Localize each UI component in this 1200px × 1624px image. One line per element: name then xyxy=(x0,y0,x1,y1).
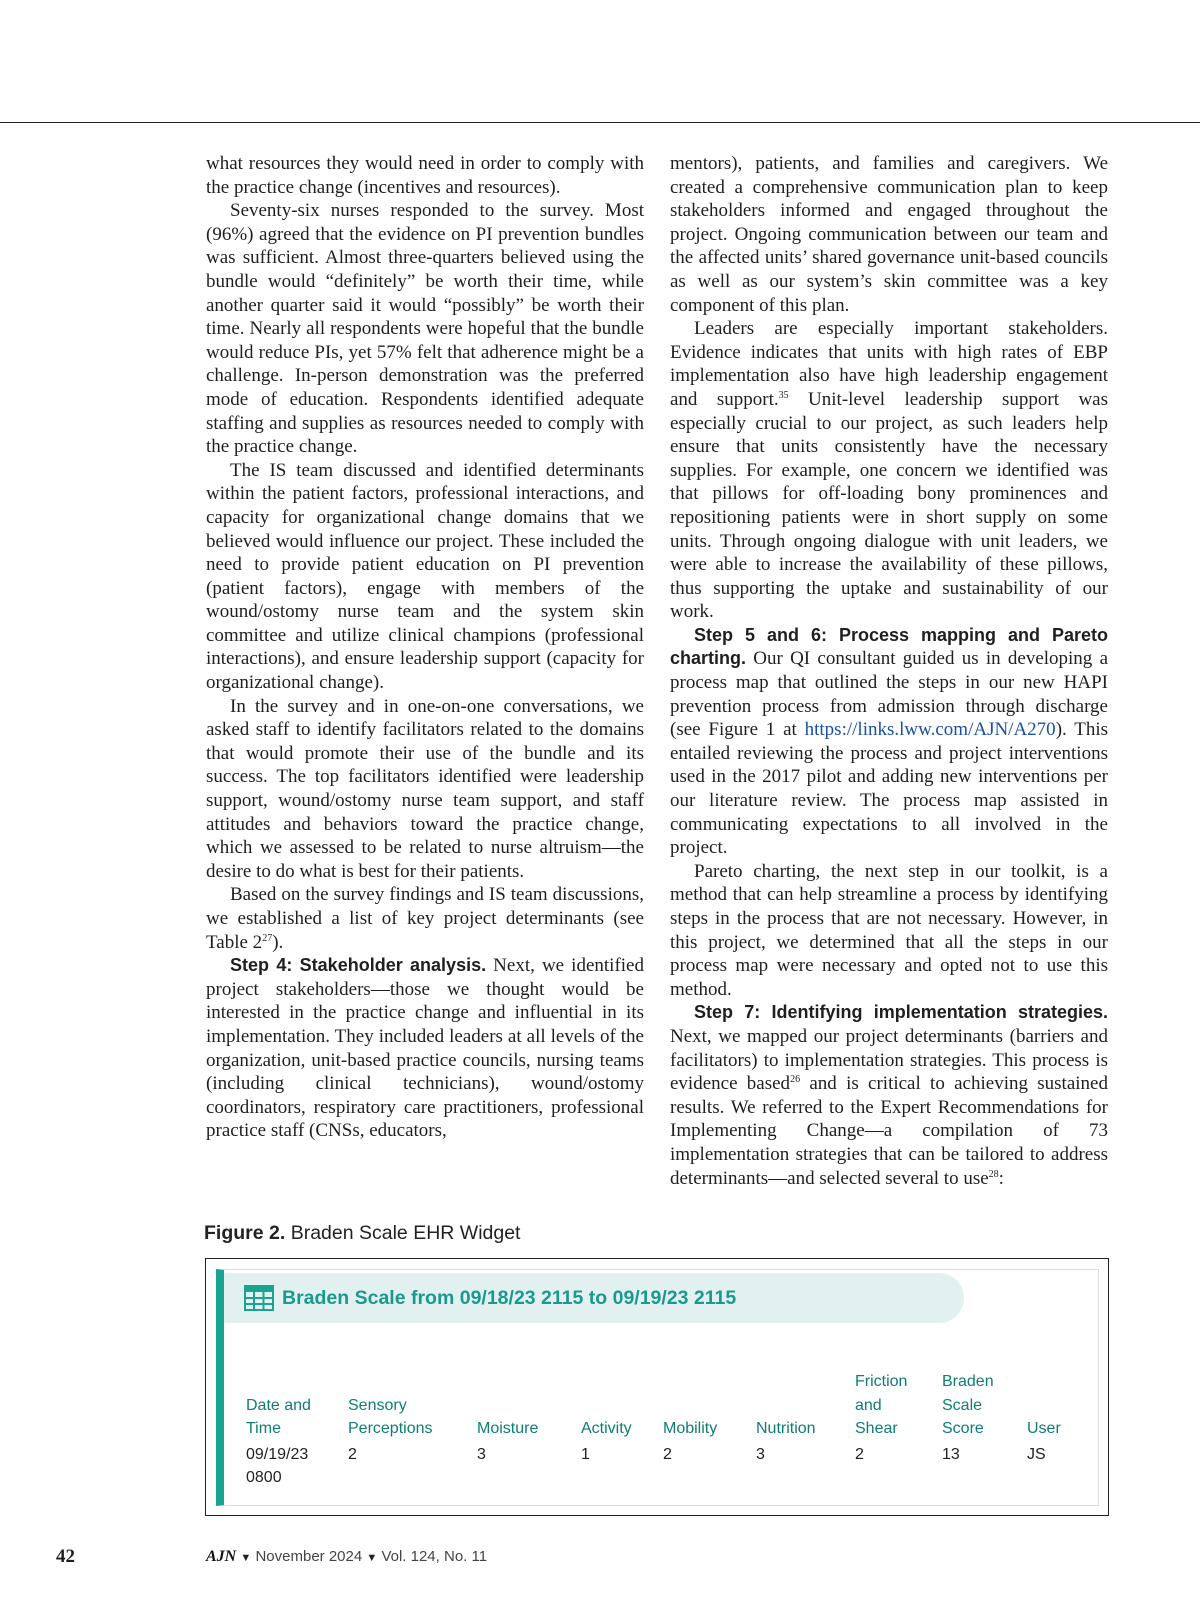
figure-link[interactable]: https://links.lww.com/AJN/A270 xyxy=(804,719,1056,741)
paragraph xyxy=(206,954,644,1143)
paragraph-text: Leaders are especially important stakeholders. Evidence indicates that units with high rates of EBP implementation also have high leadership engagement and support. xyxy=(670,318,1108,410)
paragraph xyxy=(670,1001,1108,1190)
table-cell: JS xyxy=(1027,1445,1046,1463)
issue-date: November 2024 xyxy=(255,1548,363,1565)
table-cell: 13 xyxy=(942,1445,960,1463)
paragraph-text: Based on the survey findings and IS team discussions, we established a list of key project determinants (see Table 2 xyxy=(206,884,644,953)
paragraph-text: ). xyxy=(272,931,284,953)
column-header: Sensory Perceptions xyxy=(348,1396,433,1437)
column-header: Activity xyxy=(581,1420,632,1437)
citation-ref: 28 xyxy=(988,1168,999,1180)
table-header-row xyxy=(246,1370,1087,1441)
paragraph-text: Unit-level leadership support was especially crucial to our project, as such leaders help ensure that units consistently have the necessary supplies. For example, one concern we identified was that pillows for off-loading bony prominences and repositioning patients were in short supply on some units. Through ongoing dialogue with unit leaders, we were able to increase the availability of these pillows, thus supporting the uptake and sustainability of our work. xyxy=(670,388,1109,623)
column-header: Nutrition xyxy=(756,1420,816,1437)
paragraph-text: Next, we identified project stakeholders—those we thought would be interested in the practice change and influential in its implementation. They included leaders at all levels of the organization, unit-based practice councils, nursing teams (including clinical technicians), wound/ostomy coordinators, respiratory care practitioners, professional practice staff (CNSs, educators, xyxy=(206,955,644,1142)
column-header: User xyxy=(1027,1420,1061,1437)
table-cell: 2 xyxy=(663,1445,672,1463)
paragraph: Pareto charting, the next step in our toolkit, is a method that can help streamline a process by identifying steps in the process that are not necessary. However, in this project, we determined that all the steps in our process map were necessary and opted not to use this method. xyxy=(670,860,1108,1000)
citation-ref: 26 xyxy=(790,1074,801,1086)
right-column xyxy=(670,152,1108,1190)
paragraph-text: ). This entailed reviewing the process and project interventions used in the 2017 pilot and adding new interventions per our literature review. The process map assisted in communicating expectations to all involved in the project. xyxy=(670,719,1109,859)
table-cell: 3 xyxy=(477,1445,486,1463)
section-heading: Step 4: Stakeholder analysis. xyxy=(230,955,487,976)
table-cell: 2 xyxy=(348,1445,357,1463)
paragraph-text: Our QI consultant guided us in developing a process map that outlined the steps in our new HAPI prevention process from admission through discharge (see Figure 1 at xyxy=(670,648,1108,741)
journal-info xyxy=(206,1548,487,1566)
volume-info: Vol. 124, No. 11 xyxy=(381,1548,488,1565)
paragraph-text: and is critical to achieving sustained results. We referred to the Expert Recommendations for Implementing Change—a compilation of 73 implementation strategies that can be tailored to address determinants—and selected several to use xyxy=(670,1073,1108,1189)
paragraph: what resources they would need in order to comply with the practice change (incentives and resources). xyxy=(206,153,644,198)
figure-frame xyxy=(205,1258,1109,1516)
page-number: 42 xyxy=(56,1546,75,1567)
braden-widget xyxy=(216,1269,1099,1506)
braden-table xyxy=(246,1370,1087,1490)
table-row xyxy=(246,1441,1087,1490)
figure-label: Figure 2. xyxy=(204,1222,286,1244)
widget-header xyxy=(224,1273,964,1323)
table-grid-icon xyxy=(244,1285,274,1311)
journal-name: AJN xyxy=(206,1548,237,1565)
widget-title: Braden Scale from 09/18/23 2115 to 09/19/23 2115 xyxy=(282,1286,737,1309)
paragraph: Seventy-six nurses responded to the survey. Most (96%) agreed that the evidence on PI prevention bundles was sufficient. Almost three-quarters believed using the bundle would “definitely” be worth their time, while another quarter said it would “possibly” be worth their time. Nearly all respondents were hopeful that the bundle would reduce PIs, yet 57% felt that adherence might be a challenge. In-person demonstration was the preferred mode of education. Respondents identified adequate staffing and supplies as resources needed to comply with the practice change. xyxy=(206,200,644,458)
header-rule xyxy=(0,122,1200,123)
column-header: Braden Scale Score xyxy=(942,1373,994,1437)
triangle-separator-icon: ▼ xyxy=(240,1552,252,1564)
paragraph xyxy=(670,624,1108,860)
paragraph xyxy=(670,317,1108,624)
paragraph-text: Next, we mapped our project determinants (barriers and facilitators) to implementation strategies. This process is evidence based xyxy=(670,1025,1108,1095)
table-cell: 3 xyxy=(756,1445,765,1463)
column-header: Mobility xyxy=(663,1420,718,1437)
section-heading: Step 7: Identifying implementation strategies. xyxy=(694,1002,1108,1023)
column-header: Moisture xyxy=(477,1420,539,1437)
paragraph-text: : xyxy=(998,1167,1004,1189)
column-header: Friction and Shear xyxy=(855,1373,908,1437)
paragraph: mentors), patients, and families and caregivers. We created a comprehensive communication plan to keep stakeholders informed and engaged throughout the project. Ongoing communication between our team and the affected units’ shared governance unit-based councils as well as our system’s skin committee was a key component of this plan. xyxy=(670,153,1108,316)
citation-ref: 27 xyxy=(262,932,273,944)
left-column xyxy=(206,152,644,1143)
triangle-separator-icon: ▼ xyxy=(366,1552,378,1564)
column-header: Date and Time xyxy=(246,1396,311,1437)
figure-caption xyxy=(204,1222,520,1245)
table-cell: 1 xyxy=(581,1445,590,1463)
paragraph: The IS team discussed and identified determinants within the patient factors, professional interactions, and capacity for organizational change domains that we believed would influence our project. These included the need to provide patient education on PI prevention (patient factors), engage with members of the wound/ostomy nurse team and the system skin committee and utilize clinical champions (professional interactions), and ensure leadership support (capacity for organizational change). xyxy=(206,459,644,694)
section-heading: Step 5 and 6: Process mapping and Pareto charting. xyxy=(670,624,1108,669)
citation-ref: 35 xyxy=(778,389,789,401)
figure-title: Braden Scale EHR Widget xyxy=(290,1222,521,1244)
paragraph: In the survey and in one-on-one conversations, we asked staff to identify facilitators related to the domains that would promote their use of the bundle and its success. The top facilitators identified were leadership support, wound/ostomy nurse team support, and staff attitudes and behaviors toward the practice change, which we assessed to be related to nurse altruism—the desire to do what is best for their patients. xyxy=(206,695,644,882)
table-cell: 09/19/23 0800 xyxy=(246,1445,309,1486)
table-cell: 2 xyxy=(855,1445,864,1463)
paragraph xyxy=(206,883,644,954)
